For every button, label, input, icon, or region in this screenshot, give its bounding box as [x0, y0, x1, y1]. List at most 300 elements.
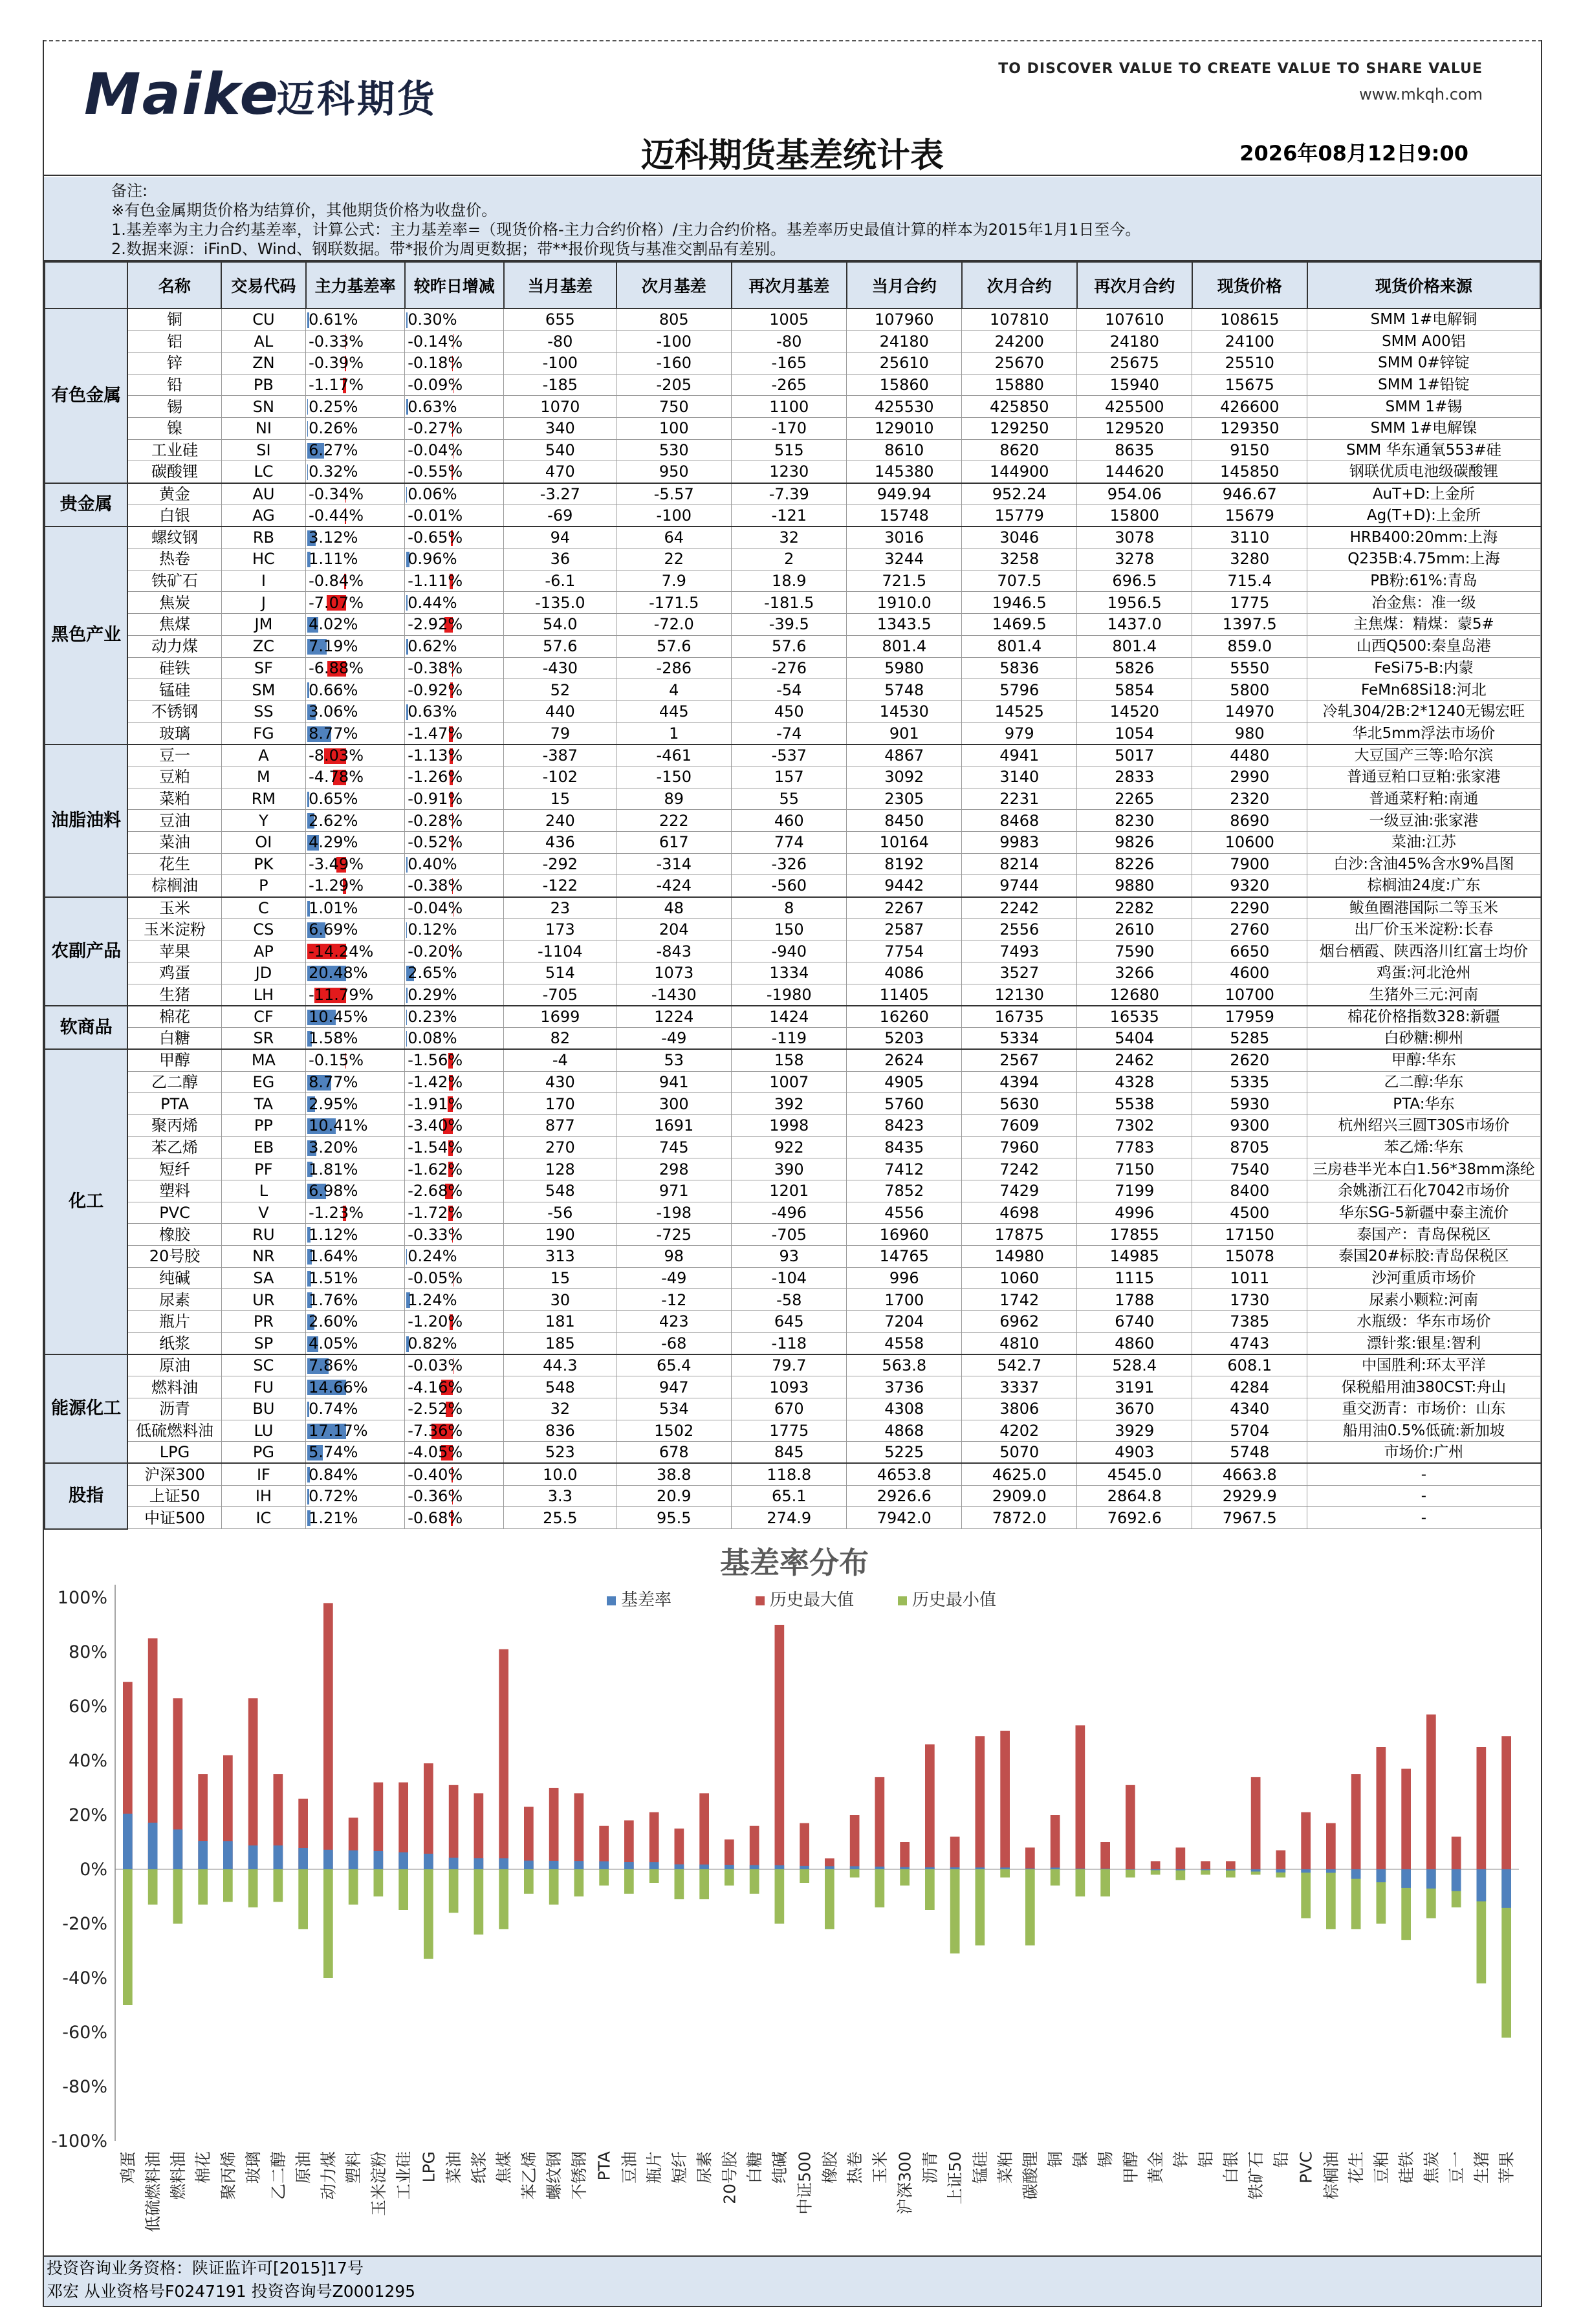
- cell-m3-contract: 1437.0: [1077, 614, 1192, 636]
- cell-m2-basis: 941: [616, 1071, 732, 1093]
- cell-m3-contract: 24180: [1077, 331, 1192, 353]
- cell-m3-basis: 515: [732, 439, 847, 461]
- cell-code: SN: [221, 396, 305, 418]
- cell-code: IH: [221, 1485, 305, 1507]
- cell-value: -0.14%: [408, 332, 463, 351]
- cell-value: -0.68%: [408, 1508, 463, 1527]
- cell-m2-basis: -160: [616, 352, 732, 374]
- cell-m1-basis: -100: [504, 352, 616, 374]
- cell-spot: 7385: [1192, 1311, 1307, 1333]
- bar-basis-rate: [524, 1861, 534, 1869]
- bar-basis-rate: [675, 1864, 684, 1869]
- cell-m3-basis: -276: [732, 657, 847, 679]
- cell-code: RU: [221, 1224, 305, 1246]
- header-group: [45, 262, 127, 309]
- cell-code: SR: [221, 1028, 305, 1050]
- cell-m1-basis: 523: [504, 1442, 616, 1464]
- cell-m2-basis: 95.5: [616, 1507, 732, 1529]
- cell-m1-contract: 1910.0: [847, 592, 962, 614]
- cell-m3-basis: 65.1: [732, 1485, 847, 1507]
- cell-m2-contract: 5334: [962, 1028, 1077, 1050]
- cell-spot: 145850: [1192, 461, 1307, 483]
- cell-m2-contract: 5836: [962, 657, 1077, 679]
- cell-m1-basis: 52: [504, 679, 616, 701]
- header-col-spot-source: 现货价格来源: [1307, 262, 1540, 309]
- cell-m3-contract: 2462: [1077, 1049, 1192, 1071]
- cell-m3-basis: -1980: [732, 984, 847, 1006]
- cell-m2-contract: 425850: [962, 396, 1077, 418]
- bar-history-max: [1176, 1847, 1186, 1869]
- cell-m3-contract: 7302: [1077, 1114, 1192, 1136]
- bar-basis-rate: [1151, 1869, 1161, 1870]
- bar-history-max: [248, 1698, 258, 1869]
- cell-spot: 15078: [1192, 1246, 1307, 1268]
- cell-code: UR: [221, 1289, 305, 1311]
- bar-history-min: [173, 1869, 183, 1924]
- cell-m1-contract: 2587: [847, 918, 962, 940]
- cell-m2-contract: 1060: [962, 1267, 1077, 1289]
- bar-history-min: [725, 1869, 734, 1885]
- table-row: [45, 1246, 1540, 1268]
- header-col-code: 交易代码: [221, 262, 305, 309]
- cell-m2-basis: 65.4: [616, 1354, 732, 1376]
- bar-basis-rate: [699, 1865, 709, 1869]
- bar-history-min: [675, 1869, 684, 1899]
- cell-value: 4.02%: [309, 615, 358, 634]
- x-tick-label: 锌: [1171, 2151, 1190, 2168]
- cell-change: [405, 810, 504, 832]
- cell-m3-contract: 696.5: [1077, 570, 1192, 592]
- cell-change: [405, 722, 504, 744]
- bar-history-max: [1301, 1812, 1311, 1869]
- cell-m2-basis: -49: [616, 1267, 732, 1289]
- cell-value: -0.28%: [408, 811, 463, 830]
- cell-name: 玉米淀粉: [127, 918, 221, 940]
- cell-change: [405, 1224, 504, 1246]
- cell-m1-basis: 313: [504, 1246, 616, 1268]
- cell-rate: [306, 1049, 405, 1071]
- cell-m2-contract: 7872.0: [962, 1507, 1077, 1529]
- x-tick-label: 原油: [294, 2151, 313, 2184]
- cell-m1-basis: 270: [504, 1136, 616, 1158]
- chart-canvas: [44, 1539, 1541, 2254]
- cell-m2-basis: 89: [616, 788, 732, 810]
- legend-swatch: [756, 1596, 765, 1605]
- cell-code: A: [221, 744, 305, 766]
- cell-m3-basis: 1093: [732, 1376, 847, 1398]
- cell-m2-basis: 222: [616, 810, 732, 832]
- bar-basis-rate: [148, 1823, 158, 1869]
- bar-history-min: [574, 1869, 584, 1896]
- cell-m3-basis: -265: [732, 374, 847, 396]
- cell-value: -1.42%: [408, 1072, 463, 1091]
- group-label: 软商品: [45, 1006, 127, 1049]
- cell-code: EB: [221, 1136, 305, 1158]
- cell-code: TA: [221, 1093, 305, 1115]
- table-row: [45, 897, 1540, 919]
- bar-history-max: [750, 1826, 759, 1869]
- cell-m3-basis: 93: [732, 1246, 847, 1268]
- cell-m3-contract: 3929: [1077, 1420, 1192, 1442]
- cell-m3-contract: 3191: [1077, 1376, 1192, 1398]
- bar-basis-rate: [123, 1814, 133, 1869]
- bar-basis-rate: [950, 1867, 960, 1869]
- bar-history-max: [1126, 1785, 1135, 1869]
- cell-m1-basis: 94: [504, 527, 616, 548]
- cell-m2-basis: 745: [616, 1136, 732, 1158]
- bar-basis-rate: [1051, 1867, 1060, 1869]
- cell-m2-basis: 298: [616, 1158, 732, 1180]
- cell-value: -3.49%: [309, 855, 364, 874]
- cell-spot: 8690: [1192, 810, 1307, 832]
- x-tick-label: 热卷: [845, 2151, 865, 2184]
- bar-history-max: [1151, 1861, 1161, 1869]
- cell-m1-basis: 36: [504, 548, 616, 570]
- cell-m2-basis: -5.57: [616, 483, 732, 505]
- table-row: [45, 875, 1540, 897]
- x-tick-label: 花生: [1347, 2151, 1366, 2184]
- cell-name: 甲醇: [127, 1049, 221, 1071]
- cell-rate: [306, 897, 405, 919]
- cell-rate: [306, 832, 405, 854]
- bar-history-max: [976, 1736, 985, 1869]
- cell-source: FeSi75-B:内蒙: [1307, 657, 1540, 679]
- cell-m2-basis: 678: [616, 1442, 732, 1464]
- x-tick-label: 不锈钢: [569, 2151, 589, 2200]
- bar-basis-rate: [349, 1851, 358, 1869]
- table-row: [45, 679, 1540, 701]
- cell-spot: 5748: [1192, 1442, 1307, 1464]
- header-col-m3-basis: 再次月基差: [732, 262, 847, 309]
- cell-m1-contract: 3016: [847, 527, 962, 548]
- table-row: [45, 417, 1540, 439]
- cell-spot: 2760: [1192, 918, 1307, 940]
- cell-rate: [306, 918, 405, 940]
- cell-source: -: [1307, 1485, 1540, 1507]
- cell-source: 保税船用油380CST:舟山: [1307, 1376, 1540, 1398]
- cell-m3-contract: 6740: [1077, 1311, 1192, 1333]
- bar-basis-rate: [1426, 1869, 1436, 1889]
- cell-rate: [306, 1376, 405, 1398]
- x-tick-label: 玉米淀粉: [369, 2151, 388, 2217]
- cell-m2-basis: 445: [616, 700, 732, 722]
- cell-change: [405, 1442, 504, 1464]
- cell-code: SC: [221, 1354, 305, 1376]
- cell-m2-basis: -286: [616, 657, 732, 679]
- cell-code: J: [221, 592, 305, 614]
- table-row: [45, 483, 1540, 505]
- cell-code: M: [221, 766, 305, 788]
- cell-m2-basis: -198: [616, 1202, 732, 1224]
- cell-value: 2.62%: [309, 811, 358, 830]
- cell-m3-basis: -119: [732, 1028, 847, 1050]
- cell-name: 橡胶: [127, 1224, 221, 1246]
- cell-spot: 4500: [1192, 1202, 1307, 1224]
- cell-value: -0.84%: [309, 572, 364, 591]
- cell-name: 玉米: [127, 897, 221, 919]
- cell-rate: [306, 1114, 405, 1136]
- cell-value: 3.20%: [309, 1138, 358, 1157]
- cell-code: PF: [221, 1158, 305, 1180]
- cell-m2-contract: 1469.5: [962, 614, 1077, 636]
- cell-m1-contract: 7942.0: [847, 1507, 962, 1529]
- cell-m3-basis: 2: [732, 548, 847, 570]
- cell-m1-basis: 15: [504, 788, 616, 810]
- cell-value: -0.44%: [309, 506, 364, 525]
- table-row: [45, 1354, 1540, 1376]
- table-row: [45, 1028, 1540, 1050]
- cell-m1-basis: -3.27: [504, 483, 616, 505]
- cell-m2-basis: 100: [616, 417, 732, 439]
- cell-m3-basis: 32: [732, 527, 847, 548]
- cell-change: [405, 1354, 504, 1376]
- cell-value: 0.06%: [408, 484, 457, 503]
- cell-value: -0.03%: [408, 1356, 463, 1375]
- cell-spot: 4743: [1192, 1332, 1307, 1354]
- cell-name: 焦煤: [127, 614, 221, 636]
- cell-m1-basis: 436: [504, 832, 616, 854]
- cell-value: 10.45%: [309, 1008, 368, 1026]
- cell-m1-contract: 4558: [847, 1332, 962, 1354]
- cell-spot: 5930: [1192, 1093, 1307, 1115]
- table-row: [45, 1289, 1540, 1311]
- cell-name: 镍: [127, 417, 221, 439]
- bar-history-min: [148, 1869, 158, 1905]
- cell-code: PP: [221, 1114, 305, 1136]
- cell-rate: [306, 1202, 405, 1224]
- cell-m3-basis: 1100: [732, 396, 847, 418]
- cell-spot: 2290: [1192, 897, 1307, 919]
- y-tick-label: -60%: [62, 2023, 107, 2043]
- cell-m1-basis: -135.0: [504, 592, 616, 614]
- bar-history-max: [725, 1840, 734, 1869]
- cell-m1-basis: -102: [504, 766, 616, 788]
- bar-basis-rate: [424, 1854, 433, 1869]
- bar-basis-rate: [1501, 1869, 1511, 1908]
- cell-m2-contract: 979: [962, 722, 1077, 744]
- cell-m3-contract: 144620: [1077, 461, 1192, 483]
- cell-m1-contract: 129010: [847, 417, 962, 439]
- cell-name: 上证50: [127, 1485, 221, 1507]
- table-row: [45, 766, 1540, 788]
- cell-m2-contract: 4625.0: [962, 1463, 1077, 1485]
- cell-name: 锡: [127, 396, 221, 418]
- cell-m3-contract: 1788: [1077, 1289, 1192, 1311]
- header-col-m3-contract: 再次月合约: [1077, 262, 1192, 309]
- table-row: [45, 1224, 1540, 1246]
- cell-m1-contract: 3244: [847, 548, 962, 570]
- cell-name: 豆一: [127, 744, 221, 766]
- cell-m3-basis: 1424: [732, 1006, 847, 1028]
- cell-rate: [306, 853, 405, 875]
- cell-spot: 8400: [1192, 1180, 1307, 1202]
- cell-rate: [306, 1071, 405, 1093]
- cell-m1-basis: 1070: [504, 396, 616, 418]
- note-line: 1.基差率为主力合约基差率，计算公式：主力基差率=（现货价格-主力合约价格）/主力合约价格。基差率历史最值计算的样本为2015年1月1日至今。: [111, 221, 1141, 239]
- cell-name: 热卷: [127, 548, 221, 570]
- bar-history-min: [474, 1869, 484, 1935]
- table-row: [45, 614, 1540, 636]
- cell-value: 0.63%: [408, 702, 457, 721]
- bar-history-min: [875, 1869, 885, 1907]
- cell-m2-basis: -68: [616, 1332, 732, 1354]
- cell-m3-basis: 922: [732, 1136, 847, 1158]
- cell-change: [405, 635, 504, 657]
- cell-value: 0.24%: [408, 1247, 457, 1266]
- cell-m2-contract: 129250: [962, 417, 1077, 439]
- cell-change: [405, 1049, 504, 1071]
- cell-m2-contract: 2556: [962, 918, 1077, 940]
- cell-value: 1.12%: [309, 1225, 358, 1244]
- cell-rate: [306, 1246, 405, 1268]
- cell-m2-contract: 1946.5: [962, 592, 1077, 614]
- cell-m3-contract: 1956.5: [1077, 592, 1192, 614]
- cell-code: CF: [221, 1006, 305, 1028]
- cell-m1-contract: 425530: [847, 396, 962, 418]
- cell-m2-contract: 2567: [962, 1049, 1077, 1071]
- cell-m1-basis: 54.0: [504, 614, 616, 636]
- cell-m1-contract: 16260: [847, 1006, 962, 1028]
- cell-spot: 10700: [1192, 984, 1307, 1006]
- cell-m2-contract: 7960: [962, 1136, 1077, 1158]
- bar-history-min: [274, 1869, 283, 1902]
- cell-name: 乙二醇: [127, 1071, 221, 1093]
- y-tick-label: 40%: [68, 1751, 107, 1771]
- website-link[interactable]: www.mkqh.com: [1359, 85, 1483, 103]
- cell-source: 白沙:含油45%含水9%昌图: [1307, 853, 1540, 875]
- y-tick-label: -100%: [51, 2131, 107, 2151]
- cell-value: 0.44%: [408, 593, 457, 612]
- bar-basis-rate: [499, 1858, 508, 1869]
- cell-m1-basis: 440: [504, 700, 616, 722]
- table-body: [45, 309, 1540, 1529]
- cell-m2-contract: 12130: [962, 984, 1077, 1006]
- cell-name: 纯碱: [127, 1267, 221, 1289]
- x-tick-label: 短纤: [670, 2151, 689, 2184]
- cell-value: -1.62%: [408, 1160, 463, 1178]
- table-row: [45, 309, 1540, 331]
- cell-m2-contract: 24200: [962, 331, 1077, 353]
- cell-value: 14.66%: [309, 1378, 368, 1396]
- y-tick-label: 80%: [68, 1642, 107, 1662]
- cell-m3-basis: 18.9: [732, 570, 847, 592]
- cell-m3-contract: 7783: [1077, 1136, 1192, 1158]
- cell-source: 华东SG-5新疆中泰主流价: [1307, 1202, 1540, 1224]
- cell-m3-contract: 8230: [1077, 810, 1192, 832]
- cell-m3-basis: -705: [732, 1224, 847, 1246]
- cell-m2-basis: -150: [616, 766, 732, 788]
- table-row: [45, 1507, 1540, 1529]
- cell-spot: 7900: [1192, 853, 1307, 875]
- table-row: [45, 592, 1540, 614]
- bar-history-min: [925, 1869, 935, 1910]
- cell-m1-basis: 340: [504, 417, 616, 439]
- cell-name: 硅铁: [127, 657, 221, 679]
- bar-history-min: [398, 1869, 408, 1910]
- bar-basis-rate: [1377, 1869, 1386, 1882]
- cell-value: -14.24%: [309, 942, 374, 961]
- cell-spot: 17959: [1192, 1006, 1307, 1028]
- legend-swatch: [898, 1596, 907, 1605]
- cell-m3-contract: 3266: [1077, 962, 1192, 984]
- bar-basis-rate: [800, 1866, 809, 1869]
- cell-m1-contract: 2305: [847, 788, 962, 810]
- x-tick-label: 玉米: [870, 2151, 889, 2184]
- x-tick-label: 棉花: [193, 2151, 213, 2184]
- cell-value: -1.20%: [408, 1312, 463, 1331]
- x-tick-label: 镍: [1071, 2151, 1090, 2168]
- cell-m3-basis: -7.39: [732, 483, 847, 505]
- cell-m2-basis: 57.6: [616, 635, 732, 657]
- x-tick-label: 纸浆: [469, 2151, 488, 2184]
- cell-change: [405, 439, 504, 461]
- cell-m2-basis: 20.9: [616, 1485, 732, 1507]
- cell-source: SMM A00铝: [1307, 331, 1540, 353]
- cell-code: PB: [221, 374, 305, 396]
- cell-spot: 5335: [1192, 1071, 1307, 1093]
- cell-m3-basis: 157: [732, 766, 847, 788]
- cell-code: SP: [221, 1332, 305, 1354]
- legend-swatch: [607, 1596, 616, 1605]
- x-tick-label: 燃料油: [168, 2151, 188, 2200]
- cell-m3-basis: 774: [732, 832, 847, 854]
- cell-m2-contract: 801.4: [962, 635, 1077, 657]
- cell-rate: [306, 592, 405, 614]
- bar-basis-rate: [198, 1841, 208, 1869]
- cell-m1-contract: 3736: [847, 1376, 962, 1398]
- bar-history-max: [649, 1812, 659, 1869]
- bar-history-max: [524, 1807, 534, 1869]
- cell-m1-basis: 3.3: [504, 1485, 616, 1507]
- cell-value: 0.23%: [408, 1008, 457, 1026]
- cell-m3-contract: 16535: [1077, 1006, 1192, 1028]
- cell-source: 山西Q500:秦皇岛港: [1307, 635, 1540, 657]
- cell-code: SM: [221, 679, 305, 701]
- cell-m1-contract: 11405: [847, 984, 962, 1006]
- legend-label: 历史最小值: [912, 1591, 997, 1610]
- cell-m1-basis: 836: [504, 1420, 616, 1442]
- cell-spot: 10600: [1192, 832, 1307, 854]
- cell-m1-basis: 1699: [504, 1006, 616, 1028]
- bar-history-max: [323, 1603, 333, 1869]
- cell-name: 低硫燃料油: [127, 1420, 221, 1442]
- cell-value: -1.23%: [309, 1204, 364, 1222]
- bar-history-max: [850, 1815, 860, 1869]
- cell-source: 重交沥青：市场价：山东: [1307, 1398, 1540, 1420]
- x-tick-label: 焦煤: [494, 2151, 514, 2184]
- cell-m3-basis: -560: [732, 875, 847, 897]
- cell-spot: 4600: [1192, 962, 1307, 984]
- header-col-m2-contract: 次月合约: [962, 262, 1077, 309]
- bar-history-min: [649, 1869, 659, 1883]
- bar-basis-rate: [1276, 1869, 1286, 1873]
- cell-change: [405, 766, 504, 788]
- cell-change: [405, 548, 504, 570]
- bar-history-min: [198, 1869, 208, 1905]
- cell-m2-contract: 144900: [962, 461, 1077, 483]
- cell-code: IC: [221, 1507, 305, 1529]
- cell-code: SF: [221, 657, 305, 679]
- cell-spot: 1730: [1192, 1289, 1307, 1311]
- table-row: [45, 962, 1540, 984]
- cell-value: -0.38%: [408, 876, 463, 895]
- bar-basis-rate: [925, 1867, 935, 1869]
- x-tick-label: 聚丙烯: [219, 2151, 238, 2200]
- cell-m3-basis: -80: [732, 331, 847, 353]
- cell-m3-basis: 1998: [732, 1114, 847, 1136]
- cell-m1-contract: 996: [847, 1267, 962, 1289]
- cell-m1-contract: 15748: [847, 505, 962, 527]
